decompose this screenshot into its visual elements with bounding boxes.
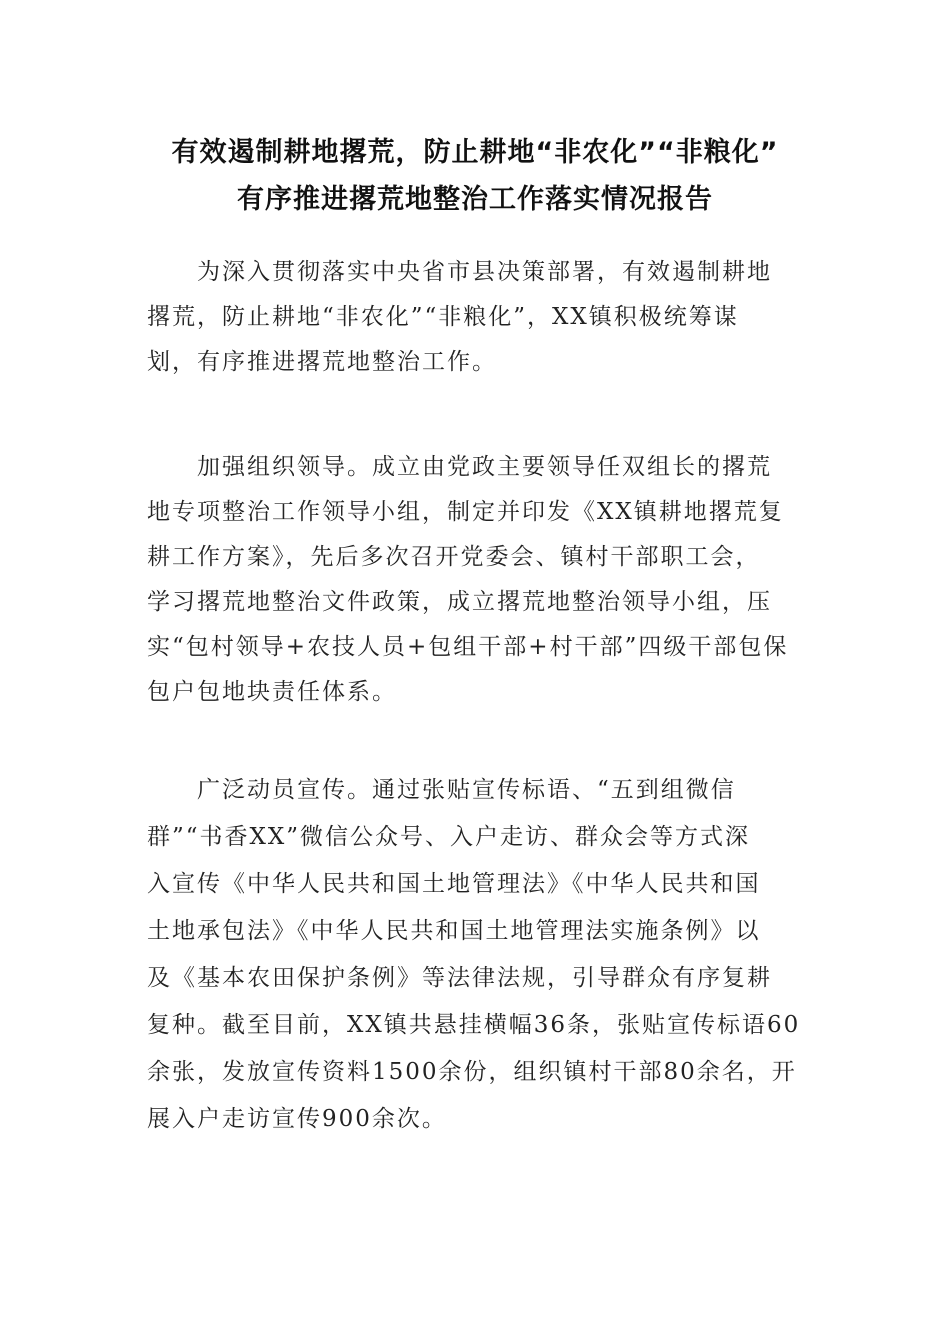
- document-title-line-2: 有序推进撂荒地整治工作落实情况报告: [237, 184, 713, 215]
- paragraph-line: 实“包村领导+农技人员+包组干部+村干部”四级干部包保: [147, 634, 789, 660]
- paragraph-line: 包户包地块责任体系。: [147, 679, 397, 705]
- paragraph-line: 土地承包法》《中华人民共和国土地管理法实施条例》以: [147, 918, 761, 944]
- paragraph-line: 复种。截至目前，XX镇共悬挂横幅36条，张贴宣传标语60: [147, 1012, 801, 1038]
- paragraph-line: 地专项整治工作领导小组，制定并印发《XX镇耕地撂荒复: [147, 499, 784, 525]
- paragraph-line: 加强组织领导。成立由党政主要领导任双组长的撂荒: [197, 454, 772, 480]
- document-title-line-1: 有效遏制耕地撂荒，防止耕地“非农化”“非粮化”: [171, 137, 779, 168]
- paragraph-line: 为深入贯彻落实中央省市县决策部署，有效遏制耕地: [197, 259, 772, 285]
- paragraph-line: 余张，发放宣传资料1500余份，组织镇村干部80余名，开: [147, 1059, 797, 1085]
- paragraph-line: 撂荒，防止耕地“非农化”“非粮化”，XX镇积极统筹谋: [147, 304, 739, 330]
- paragraph-line: 学习撂荒地整治文件政策，成立撂荒地整治领导小组，压: [147, 589, 772, 615]
- paragraph-line: 群”“书香XX”微信公众号、入户走访、群众会等方式深: [147, 824, 751, 850]
- paragraph-line: 广泛动员宣传。通过张贴宣传标语、“五到组微信: [197, 777, 736, 803]
- paragraph-line: 展入户走访宣传900余次。: [147, 1106, 447, 1132]
- paragraph-line: 耕工作方案》，先后多次召开党委会、镇村干部职工会，: [147, 544, 761, 570]
- paragraph-line: 入宣传《中华人民共和国土地管理法》《中华人民共和国: [147, 871, 761, 897]
- paragraph-line: 及《基本农田保护条例》等法律法规，引导群众有序复耕: [147, 965, 772, 991]
- paragraph-line: 划，有序推进撂荒地整治工作。: [147, 349, 497, 375]
